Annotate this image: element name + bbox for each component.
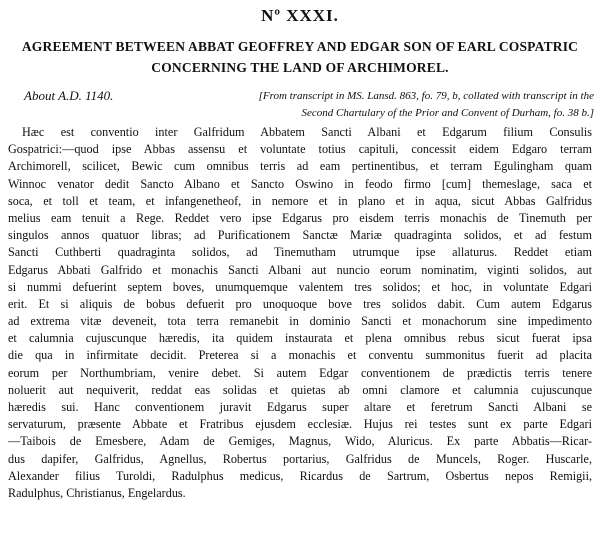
document-body: [8, 124, 592, 502]
body-line: Archimorell, scilicet, Bewic cum omnibus terris ad eam pertinentibus, et terram Egulingham quam: [8, 159, 592, 174]
body-line: noluerit aut nequiverit, reddat eas solidas et quietas ab omni clamore et calumnia cujuscunque: [8, 382, 592, 397]
body-line: —Taibois de Emesbere, Adam de Gemiges, Magnus, Wido, Aluricus. Ex parte Abbatis—Ricar-: [8, 434, 592, 449]
body-line: Alexander filius Turoldi, Radulphus medicus, Ricardus de Sartrum, Osbertus nepos Remigii,: [8, 468, 592, 483]
body-line: Winnoc venator dedit Sancto Albano et Sancto Oswino in feodo firmo [cum] themeslage, saca et: [8, 176, 592, 191]
body-line: hæredis sui. Hanc conventionem juravit Edgarus super altare et feretrum Sancti Albani se: [8, 400, 592, 414]
body-line: eorum per Northumbriam, venire debet. Si autem Edgar conventionem de prædictis terris tenere: [8, 365, 592, 380]
document-title-line: CONCERNING THE LAND OF ARCHIMOREL.: [151, 60, 449, 75]
body-line: singulos annos quatuor libras; ad Purificationem Sanctæ Mariæ quadraginta solidos, et ad festum: [8, 228, 592, 243]
body-line: Radulphus, Christianus, Engelardus.: [8, 485, 186, 500]
body-line: et calumnia cujuscunque hæredis, ita quidem instaurata et plena omnibus rebus sicut fuerat ipsa: [8, 331, 592, 346]
body-line: ad extrema vitæ deveneit, tota terra remanebit in dominio Sancti et monachorum sine impedimento: [8, 314, 592, 329]
body-line: servaturum, præsente Abbate et Fratribus ejusdem ecclesiæ. Hujus rei testes sunt ex parte Edgari: [8, 417, 592, 432]
body-line: erit. Et si aliquis de bobus defuerit pro unoquoque bove tres solidos dabit. Cum autem Edgarus: [8, 296, 592, 311]
document-meta: [0, 88, 600, 124]
body-line: dus dapifer, Galfridus, Agnellus, Robertus portarius, Galfridus de Muncels, Roger. Huscarle,: [8, 451, 592, 466]
source-note-line: Second Chartulary of the Prior and Convent of Durham, fo. 38 b.]: [301, 106, 594, 119]
document-title-line: AGREEMENT BETWEEN ABBAT GEOFFREY AND EDGAR SON OF EARL COSPATRIC: [21, 39, 579, 54]
body-line: Gospatrici:—quod ipse Abbas assensu et voluntate totius capituli, concessit eidem Edgaro terram: [8, 142, 592, 157]
document-number: Nº XXXI.: [261, 6, 339, 25]
body-line: Sancti Cuthberti quadraginta solidos, ad Tinemutham utrumque ipse allaturus. Reddet etiam: [8, 245, 592, 260]
body-line: melius eam tenuit a Rege. Reddet vero ipse Edgarus pro eisdem terris monachis de Tinemuth per: [8, 210, 592, 225]
body-line: Hæc est conventio inter Galfridum Abbatem Sancti Albani et Edgarum filium Consulis: [22, 125, 592, 139]
document-date: About A.D. 1140.: [24, 88, 114, 103]
body-line: soca, et toll et team, et infangenetheof, in nemore et in plano et in aqua, sicut Abbas Galfridus: [8, 193, 592, 208]
body-line: Edgarus Abbati Galfrido et monachis Sancti Albani aut nuncio eorum nominatim, viginti solidos, aut: [8, 262, 592, 277]
source-note-line: [From transcript in MS. Lansd. 863, fo. 79, b, collated with transcript in the: [258, 90, 594, 102]
source-note: [134, 88, 594, 121]
body-line: die qua in infirmitate decidit. Preterea si a monachis et conventu summonitus fuerit ad placita: [8, 348, 592, 363]
body-line: si nummi defuerint septem boves, unumquemque valentem tres solidos; et hoc, in voluntate Edgari: [8, 279, 592, 294]
